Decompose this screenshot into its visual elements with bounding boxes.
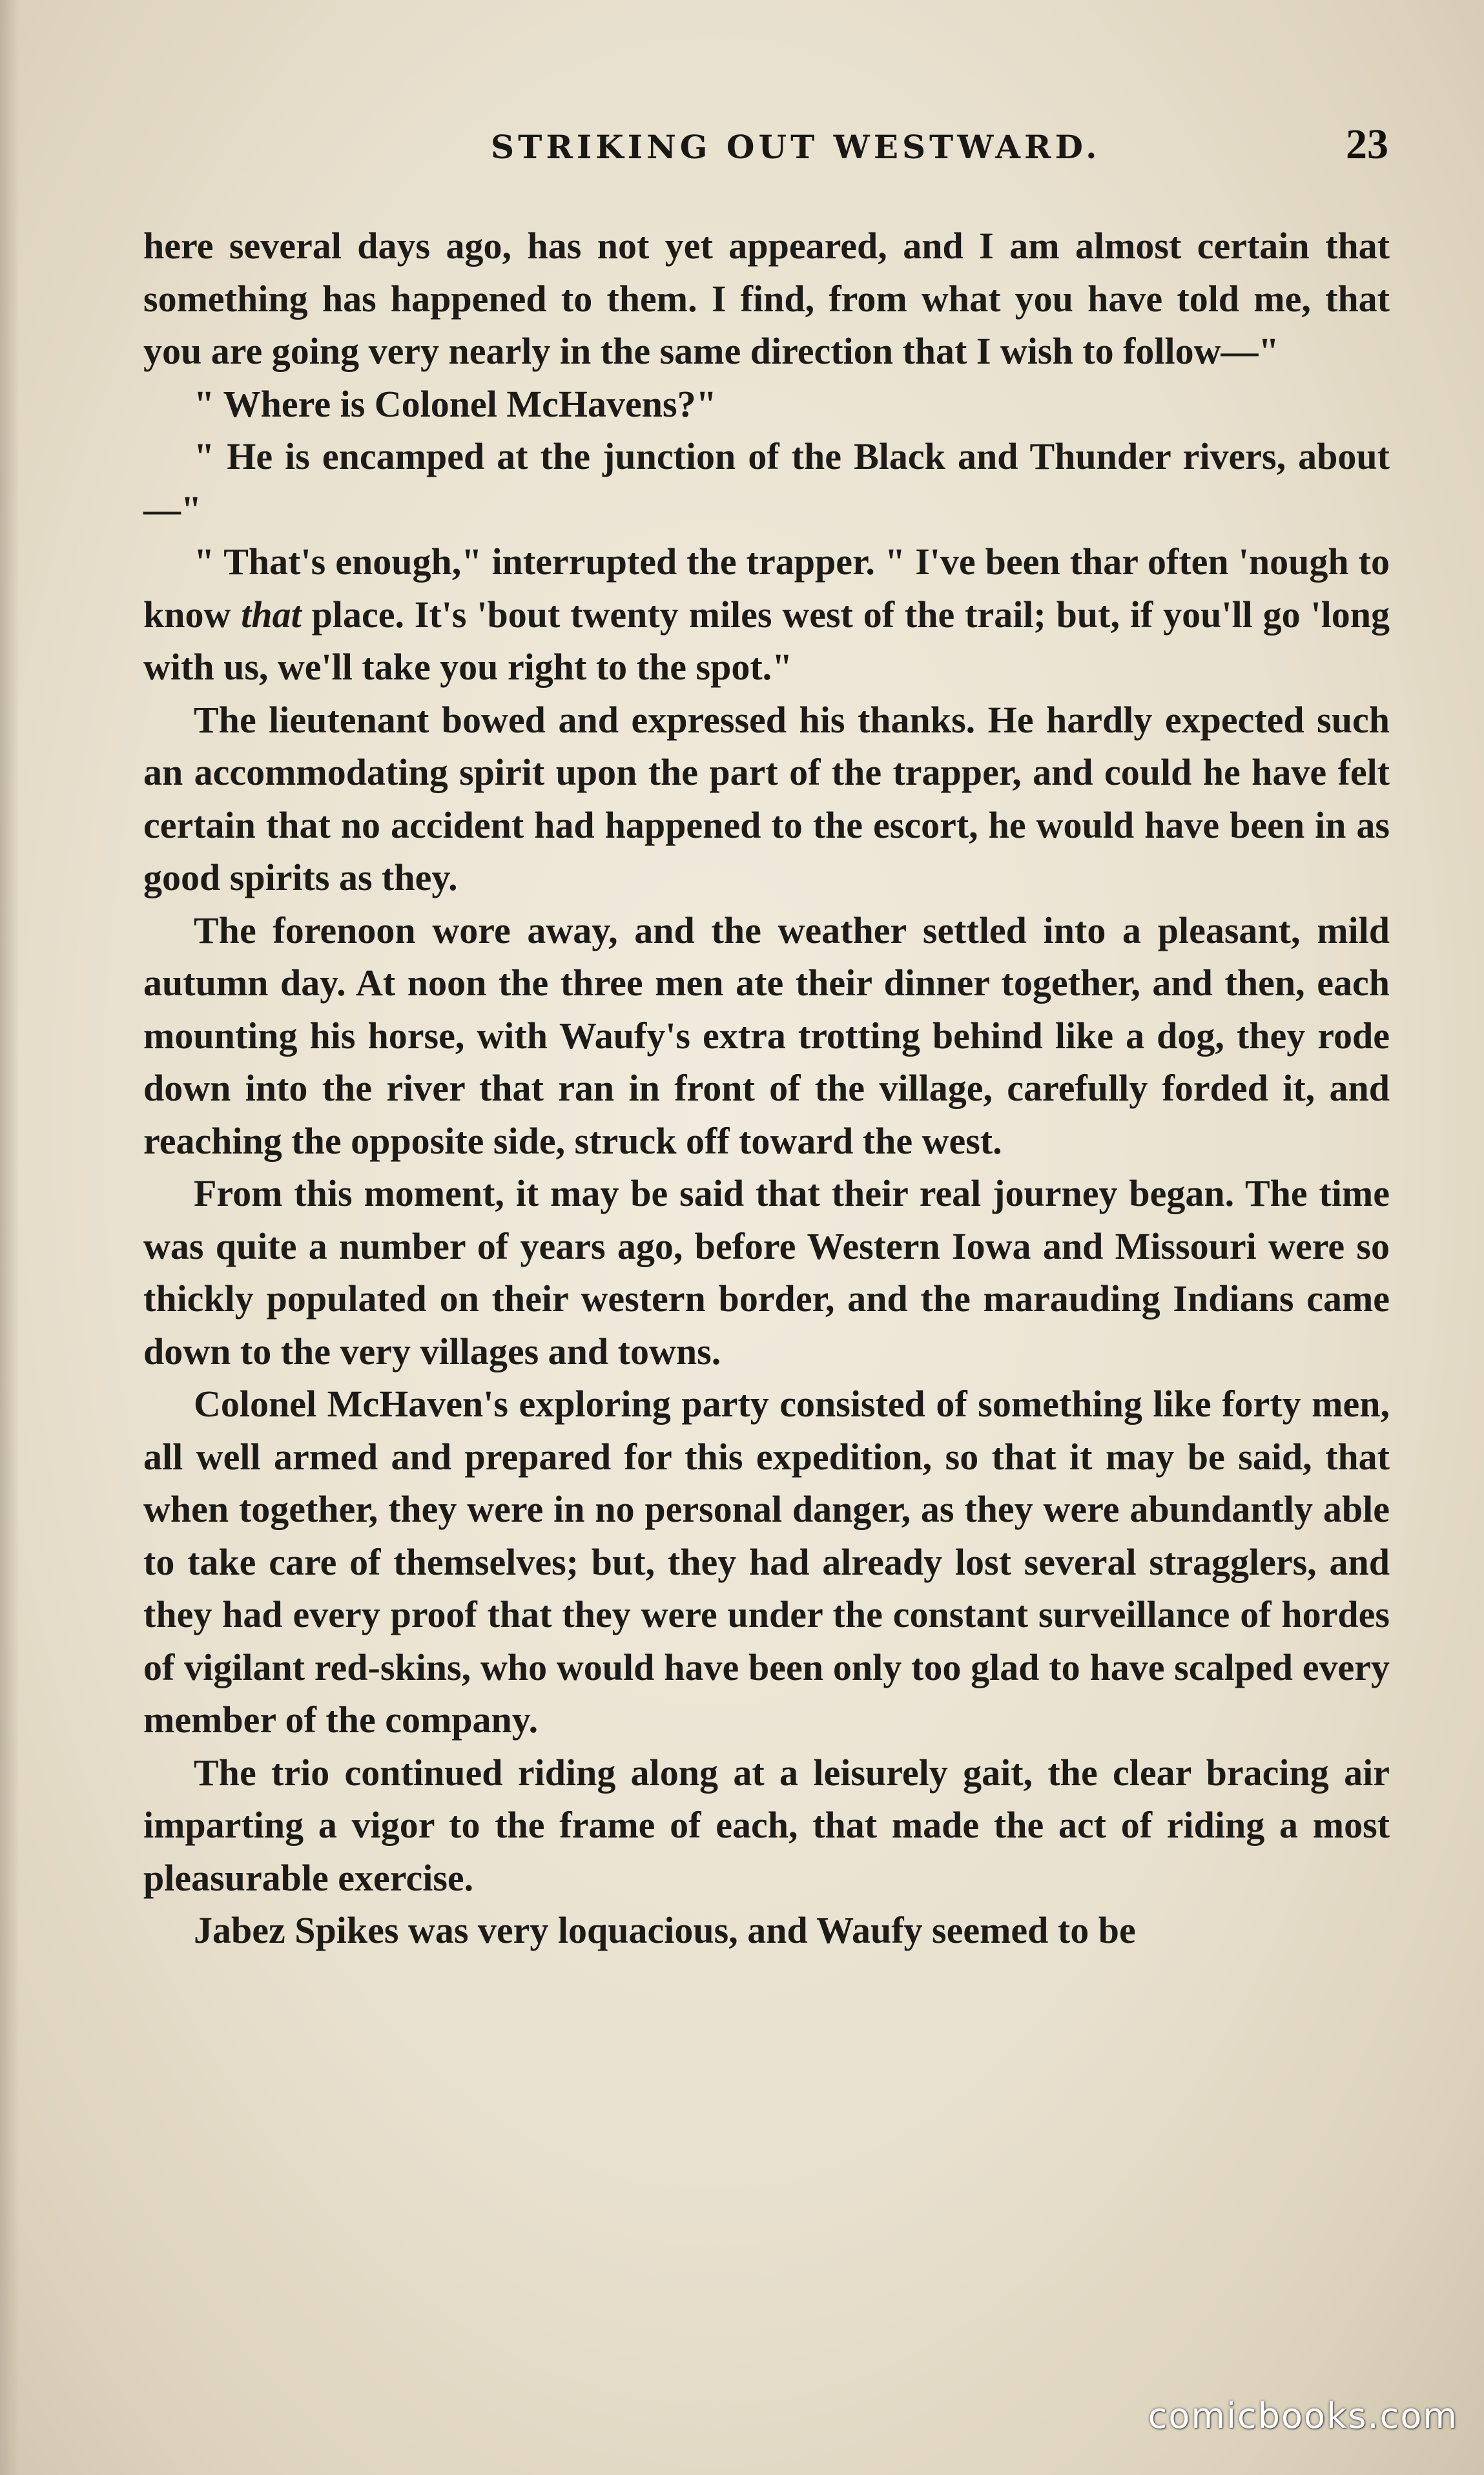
paragraph: The forenoon wore away, and the weather settled into a pleasant, mild autumn day. At noon the three men ate their dinner together, and then, each mounting his horse, with Waufy's extra trotting behind like a dog, they rode down into the river that ran in front of the village, carefully forded it, and reaching the opposite side, struck off toward the west. (143, 909, 1390, 1162)
paragraph: here several days ago, has not yet appeared, and I am almost certain that something has happened to them. I find, from what you have told me, that you are going very nearly in the same direction that I wish to follow—" (143, 225, 1390, 372)
page-number: 23 (1346, 121, 1388, 168)
paragraph: The lieutenant bowed and expressed his thanks. He hardly expected such an accommodating spirit upon the part of the trapper, and could he have felt certain that no accident had happened to the escort, he would have been in as good spirits as they. (143, 698, 1390, 898)
paragraph: From this moment, it may be said that their real journey began. The time was quite a number of years ago, before Western Iowa and Missouri were so thickly populated on their western border, and the marauding Indians came down to the very villages and towns. (143, 1172, 1390, 1372)
page-gutter-shadow (0, 0, 19, 2475)
body-text (143, 220, 1390, 1957)
paragraph (143, 535, 1390, 694)
running-head: STRIKING OUT WESTWARD. (491, 128, 1101, 166)
italic-word: that (241, 593, 302, 636)
watermark: comicbooks.com (1148, 2396, 1458, 2436)
paragraph: " Where is Colonel McHavens?" (194, 382, 717, 425)
paragraph-text: " That's enough," interrupted the trapper. " I've been thar often 'nough to know (143, 541, 1390, 636)
paragraph: " He is encamped at the junction of the Black and Thunder rivers, about—" (143, 435, 1390, 530)
paragraph: Colonel McHaven's exploring party consisted of something like forty men, all well armed and prepared for this expedition, so that it may be said, that when together, they were in no personal danger, as they were abundantly able to take care of themselves; but, they had already lost several stragglers, and they had every proof that they were under the constant surveillance of hordes of vigilant red-skins, who would have been only too glad to have scalped every member of the company. (143, 1383, 1390, 1741)
paragraph-text: place. It's 'bout twenty miles west of the trail; but, if you'll go 'long with us, we'll take you right to the spot." (143, 593, 1390, 688)
paragraph: The trio continued riding along at a leisurely gait, the clear bracing air imparting a vigor to the frame of each, that made the act of riding a most pleasurable exercise. (143, 1751, 1390, 1899)
paragraph: Jabez Spikes was very loquacious, and Waufy seemed to be (194, 1909, 1136, 1951)
page-header (129, 115, 1388, 173)
